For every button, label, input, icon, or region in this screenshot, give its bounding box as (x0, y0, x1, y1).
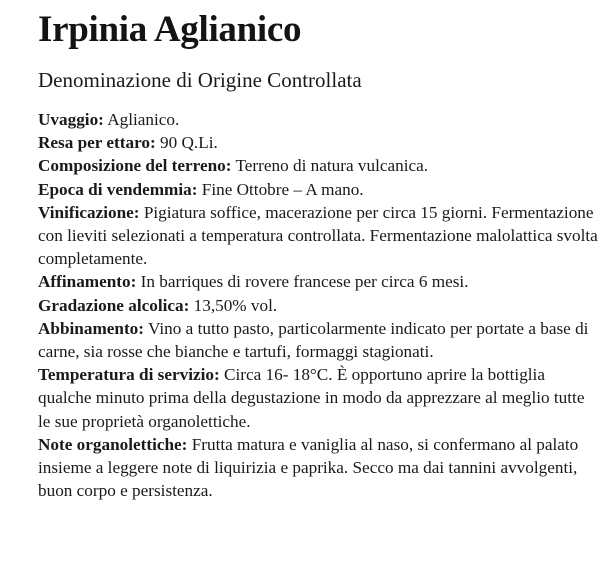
spec-label: Epoca di vendemmia: (38, 179, 198, 199)
spec-note (38, 433, 600, 503)
spec-value: 13,50% vol. (193, 295, 278, 315)
spec-label: Temperatura di servizio: (38, 365, 220, 385)
spec-gradazione (38, 294, 600, 317)
spec-terreno (38, 154, 600, 177)
wine-data-sheet (38, 8, 600, 502)
spec-value: In barriques di rovere francese per circa 6 mesi. (140, 272, 469, 292)
spec-list (38, 108, 600, 502)
spec-resa (38, 131, 600, 154)
spec-affinamento (38, 270, 600, 293)
wine-title: Irpinia Aglianico (38, 9, 302, 50)
spec-value: Vino a tutto pasto, particolarmente indicato per portate a base di carne, sia rosse che bianche e tartufi, formaggi stagionati. (38, 318, 589, 362)
spec-value: Pigiatura soffice, macerazione per circa 15 giorni. Fermentazione con lieviti selezionati a temperatura controllata. Fermentazione malolattica svolta completamente. (38, 202, 598, 269)
spec-value: Circa 16- 18°C. È opportuno aprire la bottiglia qualche minuto prima della degustazione in modo da apprezzare al meglio tutte le sue proprietà organolettiche. (38, 365, 585, 431)
spec-temperatura (38, 363, 600, 433)
spec-label: Vinificazione: (38, 202, 140, 222)
spec-value: Frutta matura e vaniglia al naso, si confermano al palato insieme a leggere note di liquirizia e paprika. Secco ma dai tannini avvolgenti, buon corpo e persistenza. (38, 434, 579, 501)
spec-value: Fine Ottobre – A mano. (201, 179, 364, 199)
spec-abbinamento (38, 317, 600, 363)
spec-label: Uvaggio: (38, 110, 104, 129)
spec-label: Gradazione alcolica: (38, 295, 190, 315)
spec-label: Affinamento: (38, 272, 137, 292)
denomination-subtitle: Denominazione di Origine Controllata (38, 68, 362, 92)
spec-vendemmia (38, 178, 600, 201)
spec-value: Terreno di natura vulcanica. (235, 156, 429, 176)
spec-label: Resa per ettaro: (38, 133, 156, 153)
spec-label: Composizione del terreno: (38, 156, 232, 176)
spec-vinificazione (38, 201, 600, 271)
spec-uvaggio (38, 108, 600, 131)
spec-label: Abbinamento: (38, 318, 145, 338)
spec-value: 90 Q.Li. (160, 133, 218, 153)
spec-label: Note organolettiche: (38, 434, 188, 454)
spec-value: Aglianico. (107, 110, 180, 129)
